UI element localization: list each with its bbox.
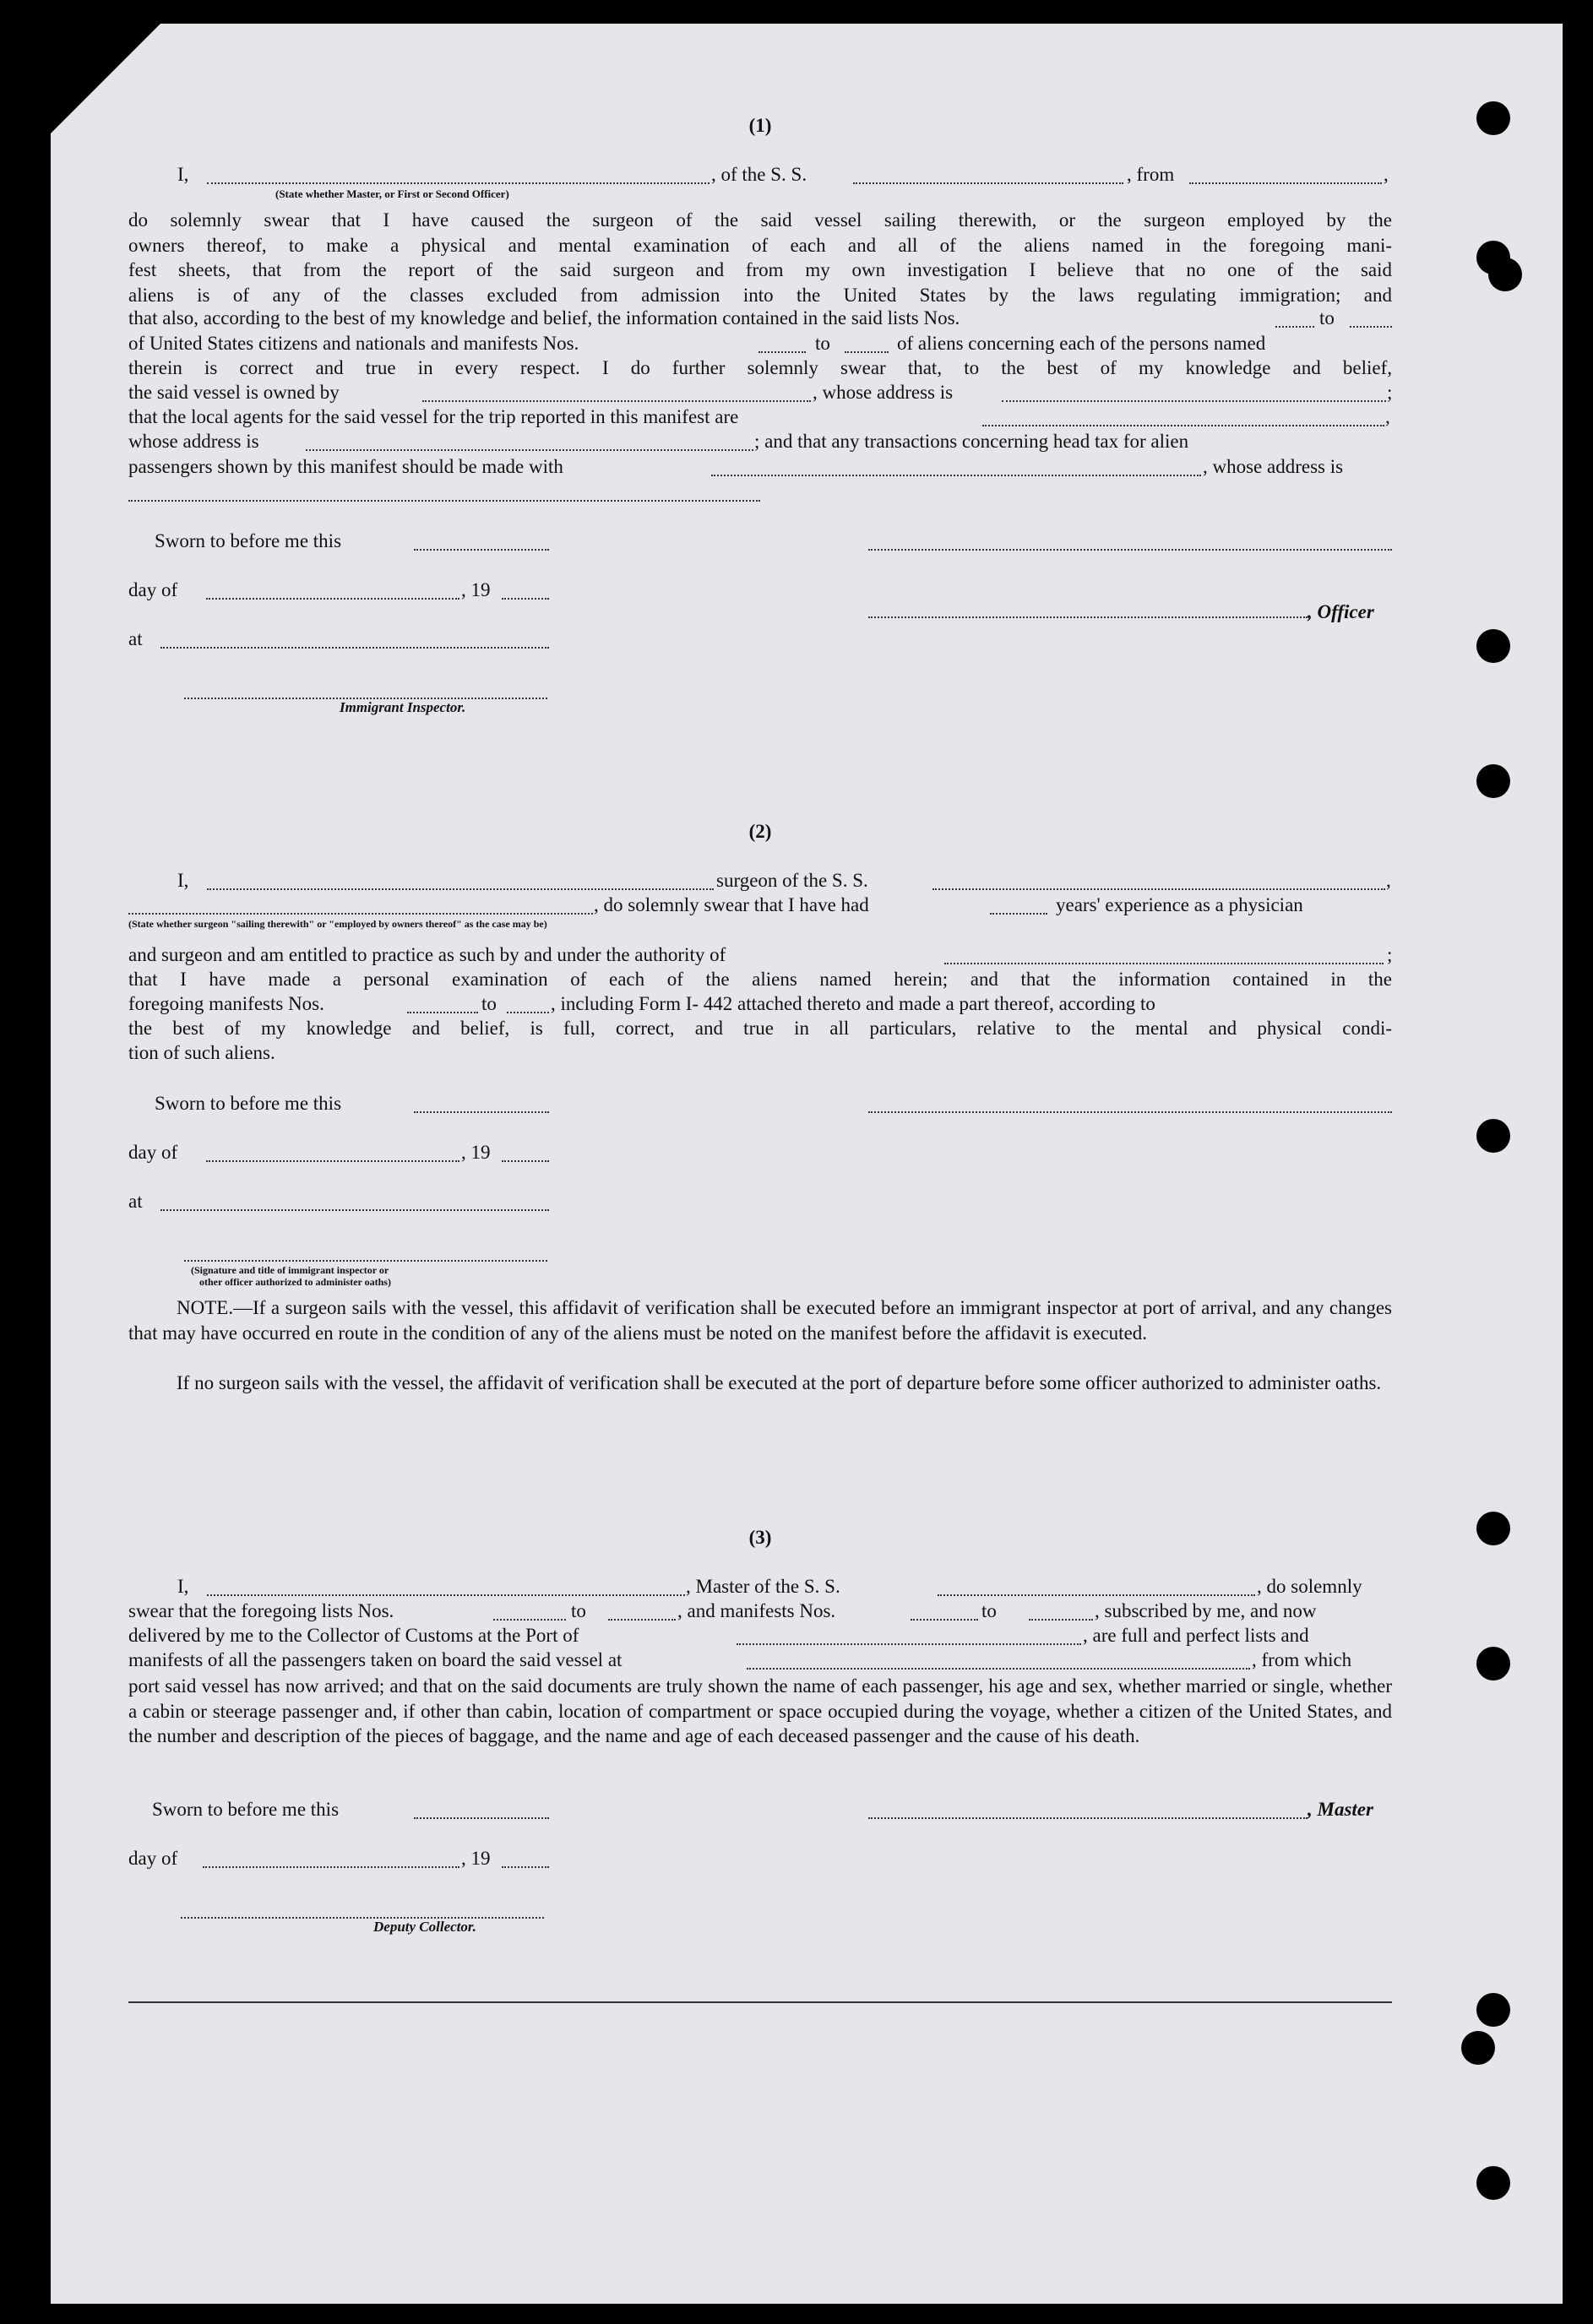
s2-physician-text: years' experience as a physician xyxy=(1056,894,1303,915)
section-3-number: (3) xyxy=(748,1527,772,1548)
s3-day-of: day of xyxy=(128,1848,178,1869)
s2-surgeon-note: (State whether surgeon "sailing therewith" or "employed by owners thereof" as the case may be) xyxy=(128,918,547,930)
s1-inspector-signature[interactable] xyxy=(184,682,547,699)
s2-swear-text: , do solemnly swear that I have had xyxy=(594,894,869,915)
s3-taken-at-label: manifests of all the passengers taken on board the said vessel at xyxy=(128,1649,623,1670)
s1-text-line: fest sheets, that from the report of the said surgeon and from my own investigation I believe that no one of the said xyxy=(128,259,1392,280)
s2-year-field[interactable] xyxy=(502,1145,549,1162)
s1-text-line: aliens is of any of the classes excluded from admission into the United States by the laws regulating immigration; and xyxy=(128,284,1392,306)
s3-year-field[interactable] xyxy=(502,1851,549,1868)
s1-from-field[interactable] xyxy=(1189,167,1382,184)
s1-manifests-to: to xyxy=(815,333,830,354)
s3-master-field[interactable] xyxy=(207,1579,685,1596)
s1-agents-field[interactable] xyxy=(982,410,1384,426)
comma: , xyxy=(1385,406,1390,427)
s2-sig-note-2: other officer authorized to administer oaths) xyxy=(199,1276,391,1288)
bottom-rule xyxy=(128,2001,1392,2003)
s3-master-label: , Master xyxy=(1308,1799,1373,1820)
s2-vessel-field[interactable] xyxy=(932,873,1385,890)
s1-from: , from xyxy=(1127,164,1175,185)
s2-authority-label: and surgeon and am entitled to practice as such by and under the authority of xyxy=(128,944,726,965)
binder-hole xyxy=(1476,1993,1510,2027)
binder-hole xyxy=(1476,101,1510,135)
binder-hole xyxy=(1476,1512,1510,1545)
s1-sworn-field[interactable] xyxy=(414,534,549,551)
s3-vessel-field[interactable] xyxy=(938,1579,1255,1596)
s3-lists-label: swear that the foregoing lists Nos. xyxy=(128,1600,394,1621)
s1-officer-field[interactable] xyxy=(207,167,710,184)
s1-text-line: therein is correct and true in every respect. I do further solemnly swear that, to the best of my knowledge and belief, xyxy=(128,357,1392,378)
s3-do-solemnly: , do solemnly xyxy=(1257,1576,1362,1597)
s2-inspector-signature[interactable] xyxy=(184,1245,547,1262)
s1-agents-address-label: whose address is xyxy=(128,431,259,452)
s3-master-of-ss: , Master of the S. S. xyxy=(686,1576,840,1597)
s1-officer-note: (State whether Master, or First or Second Officer) xyxy=(275,187,509,200)
s1-owner-address-label: , whose address is xyxy=(813,382,954,403)
s1-owned-label: the said vessel is owned by xyxy=(128,382,340,403)
s1-of-ss: , of the S. S. xyxy=(711,164,807,185)
s1-headtax-address-field[interactable] xyxy=(128,485,760,502)
s1-inspector-label: Immigrant Inspector. xyxy=(340,699,466,715)
s1-lists-from-field[interactable] xyxy=(1275,311,1314,328)
s2-surgeon-signature[interactable] xyxy=(868,1096,1392,1113)
s1-passengers-label: passengers shown by this manifest should be made with xyxy=(128,456,563,477)
s1-vessel-field[interactable] xyxy=(853,167,1123,184)
s2-surgeon-type-field[interactable] xyxy=(128,898,593,915)
s2-year-label: , 19 xyxy=(461,1142,491,1163)
section-1-number: (1) xyxy=(748,115,772,136)
s3-subscribed-text: , subscribed by me, and now xyxy=(1095,1600,1317,1621)
s1-manifests-from-field[interactable] xyxy=(758,336,806,353)
s3-manifests-from-field[interactable] xyxy=(911,1604,978,1621)
s2-foregoing-label: foregoing manifests Nos. xyxy=(128,993,324,1014)
s3-year-label: , 19 xyxy=(461,1848,491,1869)
s3-manifests-to: to xyxy=(981,1600,997,1621)
s1-text-line: owners thereof, to make a physical and mental examination of each and all of the aliens named in the foregoing mani- xyxy=(128,234,1392,256)
s3-port-field[interactable] xyxy=(737,1628,1081,1645)
s1-manifests-rest: of aliens concerning each of the persons named xyxy=(897,333,1266,354)
s3-day-field[interactable] xyxy=(203,1851,459,1868)
binder-hole xyxy=(1488,258,1522,291)
s1-manifests-to-field[interactable] xyxy=(845,336,889,353)
s2-to: to xyxy=(481,993,497,1014)
s2-sig-note-1: (Signature and title of immigrant inspector or xyxy=(191,1264,389,1276)
s1-owner-address-field[interactable] xyxy=(1002,385,1386,402)
s1-lists-to-field[interactable] xyxy=(1350,311,1392,328)
s3-sworn-label: Sworn to before me this xyxy=(152,1799,340,1820)
s3-master-signature[interactable] xyxy=(868,1802,1308,1819)
comma: , xyxy=(1386,870,1391,891)
s1-officer-signature-2[interactable] xyxy=(868,601,1308,618)
s1-agents-address-field[interactable] xyxy=(306,434,753,451)
s2-authority-field[interactable] xyxy=(944,948,1384,964)
binder-hole xyxy=(1476,2166,1510,2200)
s2-text3: tion of such aliens. xyxy=(128,1042,275,1063)
s1-day-field[interactable] xyxy=(206,583,459,600)
s1-passengers-address-label: , whose address is xyxy=(1203,456,1344,477)
s1-headtax-text: ; and that any transactions concerning head tax for alien xyxy=(754,431,1189,452)
s3-port-label: delivered by me to the Collector of Customs at the Port of xyxy=(128,1625,579,1646)
s2-surgeon-field[interactable] xyxy=(207,873,714,890)
binder-hole xyxy=(1476,629,1510,663)
binder-hole xyxy=(1476,1647,1510,1681)
s1-text2 xyxy=(128,357,1392,379)
section-2-number: (2) xyxy=(748,821,772,842)
s1-text-line: do solemnly swear that I have caused the surgeon of the said vessel sailing therewith, or the surgeon employed by the xyxy=(128,209,1392,231)
s2-sworn-field[interactable] xyxy=(414,1096,549,1113)
s1-year-label: , 19 xyxy=(461,579,491,600)
s3-manifests-to-field[interactable] xyxy=(1029,1604,1093,1621)
s2-sworn-label: Sworn to before me this xyxy=(155,1093,342,1114)
s1-lists-label: that also, according to the best of my knowledge and belief, the information contained in the said lists Nos. xyxy=(128,307,960,329)
s1-sworn-label: Sworn to before me this xyxy=(155,530,342,551)
semicolon: ; xyxy=(1387,944,1393,965)
comma: , xyxy=(1384,164,1389,185)
s2-i: I, xyxy=(177,870,189,891)
s1-at: at xyxy=(128,628,143,649)
s2-at-field[interactable] xyxy=(160,1194,549,1211)
s3-collector-label: Deputy Collector. xyxy=(373,1919,476,1935)
s2-manifests-to-field[interactable] xyxy=(507,996,549,1013)
s2-text-line: the best of my knowledge and belief, is full, correct, and true in all particulars, relative to the mental and physical condi- xyxy=(128,1018,1392,1039)
s3-paragraph: port said vessel has now arrived; and that on the said documents are truly shown the name of each passenger, his age and sex, whether married or single, whether a cabin or steerage passenger and, if other than cabin, location of compartment or space occupied during the voyage, whether a citizen of the United States, and the number and description of the pieces of baggage, and the name and age of each deceased passenger and the cause of his death. xyxy=(128,1675,1392,1746)
s2-text-line: that I have made a personal examination of each of the aliens named herein; and that the information contained in the xyxy=(128,969,1392,990)
s1-officer-signature-1[interactable] xyxy=(868,534,1392,551)
s3-lists-to-field[interactable] xyxy=(608,1604,676,1621)
s3-lists-to: to xyxy=(571,1600,586,1621)
s2-manifests-from-field[interactable] xyxy=(407,996,478,1013)
s2-at: at xyxy=(128,1191,143,1212)
s3-lists-from-field[interactable] xyxy=(493,1604,566,1621)
binder-hole xyxy=(1461,2031,1495,2065)
s2-surgeon-of-ss: surgeon of the S. S. xyxy=(716,870,868,891)
s1-i: I, xyxy=(177,164,189,185)
s2-day-field[interactable] xyxy=(206,1145,459,1162)
s3-manifests-label: , and manifests Nos. xyxy=(677,1600,836,1621)
s1-headtax-field[interactable] xyxy=(711,459,1201,476)
s3-perfect-lists-text: , are full and perfect lists and xyxy=(1083,1625,1309,1646)
s1-paragraph xyxy=(128,208,1392,307)
s2-text1 xyxy=(128,969,1392,991)
s3-sworn-field[interactable] xyxy=(414,1802,549,1819)
binder-hole xyxy=(1476,1119,1510,1153)
s3-i: I, xyxy=(177,1576,189,1597)
semicolon: ; xyxy=(1387,382,1393,403)
s1-year-field[interactable] xyxy=(502,583,549,600)
s2-note-2: If no surgeon sails with the vessel, the affidavit of verification shall be executed at the port of departure before some officer authorized to administer oaths. xyxy=(177,1372,1382,1393)
s3-from-which: , from which xyxy=(1252,1649,1352,1670)
s1-officer-label: , Officer xyxy=(1308,601,1374,622)
binder-hole xyxy=(1476,764,1510,798)
s2-day-of: day of xyxy=(128,1142,178,1163)
s2-form-text: , including Form I- 442 attached thereto and made a part thereof, according to xyxy=(551,993,1155,1014)
s3-collector-signature[interactable] xyxy=(181,1902,544,1919)
s1-agents-label: that the local agents for the said vessel for the trip reported in this manifest are xyxy=(128,406,739,427)
s1-manifests-label: of United States citizens and nationals and manifests Nos. xyxy=(128,333,579,354)
s2-text2 xyxy=(128,1018,1392,1040)
s1-day-of: day of xyxy=(128,579,178,600)
s3-taken-at-field[interactable] xyxy=(747,1653,1250,1670)
s1-lists-to: to xyxy=(1319,307,1335,329)
s1-at-field[interactable] xyxy=(160,632,549,649)
s2-note-1: NOTE.—If a surgeon sails with the vessel, this affidavit of verification shall be executed before an immigrant inspector at port of arrival, and any changes that may have occurred en route in the condition of any of the aliens must be noted on the manifest before the affidavit is executed. xyxy=(128,1297,1392,1344)
s1-owner-field[interactable] xyxy=(422,385,811,402)
s2-years-field[interactable] xyxy=(990,898,1047,915)
